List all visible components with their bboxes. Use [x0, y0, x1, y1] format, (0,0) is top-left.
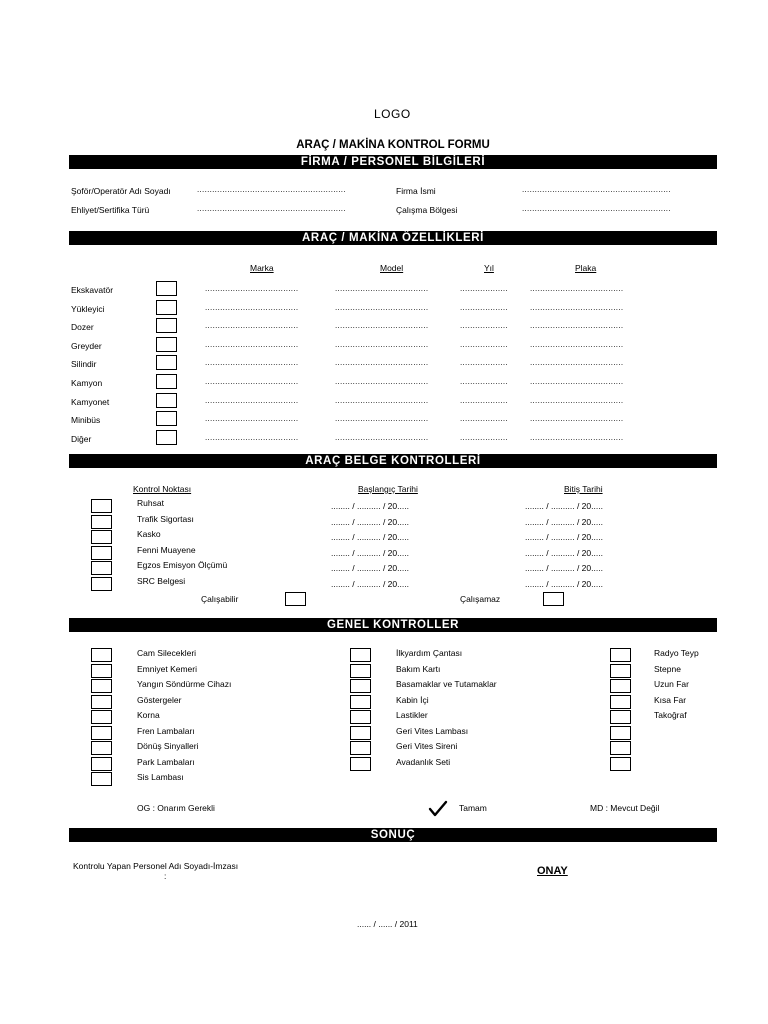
- check-item-label: Sis Lambası: [137, 772, 184, 782]
- check-item-checkbox[interactable]: [610, 757, 631, 771]
- yil-field[interactable]: ...................: [460, 358, 508, 367]
- bitis-date-field[interactable]: ........ / .......... / 20.....: [525, 517, 603, 527]
- check-item-label: Kısa Far: [654, 695, 687, 705]
- check-item-label: Emniyet Kemeri: [137, 664, 197, 674]
- plaka-field[interactable]: .....................................: [530, 396, 624, 405]
- vehicle-type-checkbox[interactable]: [156, 374, 177, 389]
- yil-field[interactable]: ...................: [460, 377, 508, 386]
- check-item-label: Korna: [137, 710, 160, 720]
- vehicle-type-label: Diğer: [71, 434, 92, 444]
- col-yil: Yıl: [484, 263, 494, 273]
- check-item-checkbox[interactable]: [350, 726, 371, 740]
- vehicle-type-label: Yükleyici: [71, 304, 105, 314]
- check-item-checkbox[interactable]: [91, 726, 112, 740]
- yil-field[interactable]: ...................: [460, 340, 508, 349]
- section-bar-genel: GENEL KONTROLLER: [69, 618, 717, 632]
- check-item-checkbox[interactable]: [91, 679, 112, 693]
- document-label: Ruhsat: [137, 498, 164, 508]
- check-item-label: Geri Vites Sireni: [396, 741, 458, 751]
- firma-field[interactable]: ...........................................................: [522, 185, 671, 194]
- sonuc-date[interactable]: ...... / ...... / 2011: [357, 919, 418, 929]
- calisamaz-label: Çalışamaz: [460, 594, 501, 604]
- vehicle-type-checkbox[interactable]: [156, 281, 177, 296]
- baslangic-date-field[interactable]: ........ / .......... / 20.....: [331, 563, 409, 573]
- model-field[interactable]: .....................................: [335, 396, 429, 405]
- marka-field[interactable]: .....................................: [205, 321, 299, 330]
- bitis-date-field[interactable]: ........ / .......... / 20.....: [525, 501, 603, 511]
- plaka-field[interactable]: .....................................: [530, 377, 624, 386]
- check-item-label: Geri Vites Lambası: [396, 726, 469, 736]
- sofor-field[interactable]: ...........................................................: [197, 185, 346, 194]
- firma-label: Firma İsmi: [396, 186, 436, 196]
- legend-md: MD : Mevcut Değil: [590, 803, 660, 813]
- check-icon: [428, 800, 448, 818]
- yil-field[interactable]: ...................: [460, 414, 508, 423]
- check-item-label: Takoğraf: [654, 710, 687, 720]
- onay-label: ONAY: [537, 865, 568, 877]
- document-label: Kasko: [137, 529, 161, 539]
- check-item-label: Radyo Teyp: [654, 648, 699, 658]
- check-item-label: Yangın Söndürme Cihazı: [137, 679, 232, 689]
- vehicle-type-label: Dozer: [71, 322, 94, 332]
- vehicle-type-label: Kamyonet: [71, 397, 110, 407]
- col-bitis-tarihi: Bitiş Tarihi: [564, 484, 603, 494]
- col-marka: Marka: [250, 263, 274, 273]
- document-checkbox[interactable]: [91, 561, 112, 575]
- document-label: Egzos Emisyon Ölçümü: [137, 560, 228, 570]
- legend-tamam: Tamam: [459, 803, 487, 813]
- section-bar-sonuc: SONUÇ: [69, 828, 717, 842]
- marka-field[interactable]: .....................................: [205, 377, 299, 386]
- check-item-checkbox[interactable]: [91, 664, 112, 678]
- check-item-checkbox[interactable]: [610, 695, 631, 709]
- check-item-checkbox[interactable]: [350, 757, 371, 771]
- legend-og: OG : Onarım Gerekli: [137, 803, 215, 813]
- sofor-label: Şoför/Operatör Adı Soyadı: [71, 186, 171, 196]
- model-field[interactable]: .....................................: [335, 358, 429, 367]
- plaka-field[interactable]: .....................................: [530, 340, 624, 349]
- check-item-label: Avadanlık Seti: [396, 757, 451, 767]
- check-item-checkbox[interactable]: [91, 741, 112, 755]
- vehicle-type-label: Ekskavatör: [71, 285, 114, 295]
- check-item-label: Fren Lambaları: [137, 726, 195, 736]
- check-item-checkbox[interactable]: [610, 679, 631, 693]
- logo-text: LOGO: [374, 107, 411, 121]
- vehicle-type-checkbox[interactable]: [156, 337, 177, 352]
- check-item-checkbox[interactable]: [610, 710, 631, 724]
- check-item-checkbox[interactable]: [91, 757, 112, 771]
- check-item-label: Göstergeler: [137, 695, 182, 705]
- yil-field[interactable]: ...................: [460, 396, 508, 405]
- marka-field[interactable]: .....................................: [205, 303, 299, 312]
- calisamaz-checkbox[interactable]: [543, 592, 564, 606]
- bitis-date-field[interactable]: ........ / .......... / 20.....: [525, 563, 603, 573]
- plaka-field[interactable]: .....................................: [530, 414, 624, 423]
- check-item-checkbox[interactable]: [610, 726, 631, 740]
- check-item-label: Uzun Far: [654, 679, 689, 689]
- baslangic-date-field[interactable]: ........ / .......... / 20.....: [331, 501, 409, 511]
- marka-field[interactable]: .....................................: [205, 396, 299, 405]
- vehicle-type-checkbox[interactable]: [156, 318, 177, 333]
- section-bar-firma: FİRMA / PERSONEL BİLGİLERİ: [69, 155, 717, 169]
- vehicle-type-checkbox[interactable]: [156, 393, 177, 408]
- col-baslangic-tarihi: Başlangıç Tarihi: [358, 484, 418, 494]
- baslangic-date-field[interactable]: ........ / .......... / 20.....: [331, 548, 409, 558]
- kontrol-yapan-label: Kontrolu Yapan Personel Adı Soyadı-İmzası: [73, 861, 239, 871]
- ehliyet-field[interactable]: ...........................................................: [197, 204, 346, 213]
- section-bar-belge: ARAÇ BELGE KONTROLLERİ: [69, 454, 717, 468]
- plaka-field[interactable]: .....................................: [530, 284, 624, 293]
- document-checkbox[interactable]: [91, 577, 112, 591]
- vehicle-type-checkbox[interactable]: [156, 430, 177, 445]
- check-item-checkbox[interactable]: [350, 710, 371, 724]
- bitis-date-field[interactable]: ........ / .......... / 20.....: [525, 532, 603, 542]
- col-model: Model: [380, 263, 404, 273]
- check-item-label: Lastikler: [396, 710, 428, 720]
- model-field[interactable]: .....................................: [335, 303, 429, 312]
- check-item-checkbox[interactable]: [91, 695, 112, 709]
- yil-field[interactable]: ...................: [460, 321, 508, 330]
- document-label: SRC Belgesi: [137, 576, 186, 586]
- col-plaka: Plaka: [575, 263, 597, 273]
- ehliyet-label: Ehliyet/Sertifika Türü: [71, 205, 150, 215]
- yil-field[interactable]: ...................: [460, 284, 508, 293]
- kontrol-yapan-colon: :: [164, 871, 167, 881]
- plaka-field[interactable]: .....................................: [530, 433, 624, 442]
- check-item-label: Dönüş Sinyalleri: [137, 741, 199, 751]
- model-field[interactable]: .....................................: [335, 414, 429, 423]
- model-field[interactable]: .....................................: [335, 340, 429, 349]
- check-item-label: Basamaklar ve Tutamaklar: [396, 679, 497, 689]
- check-item-checkbox[interactable]: [350, 695, 371, 709]
- vehicle-type-checkbox[interactable]: [156, 300, 177, 315]
- check-item-checkbox[interactable]: [610, 741, 631, 755]
- document-checkbox[interactable]: [91, 530, 112, 544]
- check-item-label: Park Lambaları: [137, 757, 195, 767]
- plaka-field[interactable]: .....................................: [530, 321, 624, 330]
- vehicle-type-label: Greyder: [71, 341, 102, 351]
- marka-field[interactable]: .....................................: [205, 284, 299, 293]
- check-item-label: Cam Silecekleri: [137, 648, 197, 658]
- check-item-label: İlkyardım Çantası: [396, 648, 463, 658]
- check-item-checkbox[interactable]: [350, 679, 371, 693]
- check-item-checkbox[interactable]: [350, 741, 371, 755]
- section-bar-ozellik: ARAÇ / MAKİNA ÖZELLİKLERİ: [69, 231, 717, 245]
- model-field[interactable]: .....................................: [335, 433, 429, 442]
- calisabilir-checkbox[interactable]: [285, 592, 306, 606]
- marka-field[interactable]: .....................................: [205, 433, 299, 442]
- document-checkbox[interactable]: [91, 499, 112, 513]
- model-field[interactable]: .....................................: [335, 377, 429, 386]
- baslangic-date-field[interactable]: ........ / .......... / 20.....: [331, 532, 409, 542]
- document-label: Trafik Sigortası: [137, 514, 194, 524]
- bolge-label: Çalışma Bölgesi: [396, 205, 458, 215]
- model-field[interactable]: .....................................: [335, 321, 429, 330]
- check-item-checkbox[interactable]: [91, 648, 112, 662]
- document-checkbox[interactable]: [91, 515, 112, 529]
- yil-field[interactable]: ...................: [460, 303, 508, 312]
- vehicle-type-label: Silindir: [71, 359, 97, 369]
- vehicle-type-checkbox[interactable]: [156, 355, 177, 370]
- form-title: ARAÇ / MAKİNA KONTROL FORMU: [296, 139, 490, 151]
- baslangic-date-field[interactable]: ........ / .......... / 20.....: [331, 517, 409, 527]
- col-kontrol-noktasi: Kontrol Noktası: [133, 484, 192, 494]
- check-item-checkbox[interactable]: [610, 664, 631, 678]
- yil-field[interactable]: ...................: [460, 433, 508, 442]
- check-item-checkbox[interactable]: [91, 772, 112, 786]
- check-item-label: Kabin İçi: [396, 695, 429, 705]
- baslangic-date-field[interactable]: ........ / .......... / 20.....: [331, 579, 409, 589]
- vehicle-type-label: Kamyon: [71, 378, 103, 388]
- marka-field[interactable]: .....................................: [205, 340, 299, 349]
- check-item-checkbox[interactable]: [610, 648, 631, 662]
- vehicle-type-checkbox[interactable]: [156, 411, 177, 426]
- bitis-date-field[interactable]: ........ / .......... / 20.....: [525, 548, 603, 558]
- check-item-label: Bakım Kartı: [396, 664, 441, 674]
- check-item-label: Stepne: [654, 664, 681, 674]
- calisabilir-label: Çalışabilir: [201, 594, 239, 604]
- plaka-field[interactable]: .....................................: [530, 303, 624, 312]
- document-checkbox[interactable]: [91, 546, 112, 560]
- check-item-checkbox[interactable]: [350, 664, 371, 678]
- bolge-field[interactable]: ...........................................................: [522, 204, 671, 213]
- vehicle-type-label: Minibüs: [71, 415, 101, 425]
- bitis-date-field[interactable]: ........ / .......... / 20.....: [525, 579, 603, 589]
- model-field[interactable]: .....................................: [335, 284, 429, 293]
- check-item-checkbox[interactable]: [91, 710, 112, 724]
- plaka-field[interactable]: .....................................: [530, 358, 624, 367]
- document-label: Fenni Muayene: [137, 545, 196, 555]
- marka-field[interactable]: .....................................: [205, 358, 299, 367]
- check-item-checkbox[interactable]: [350, 648, 371, 662]
- marka-field[interactable]: .....................................: [205, 414, 299, 423]
